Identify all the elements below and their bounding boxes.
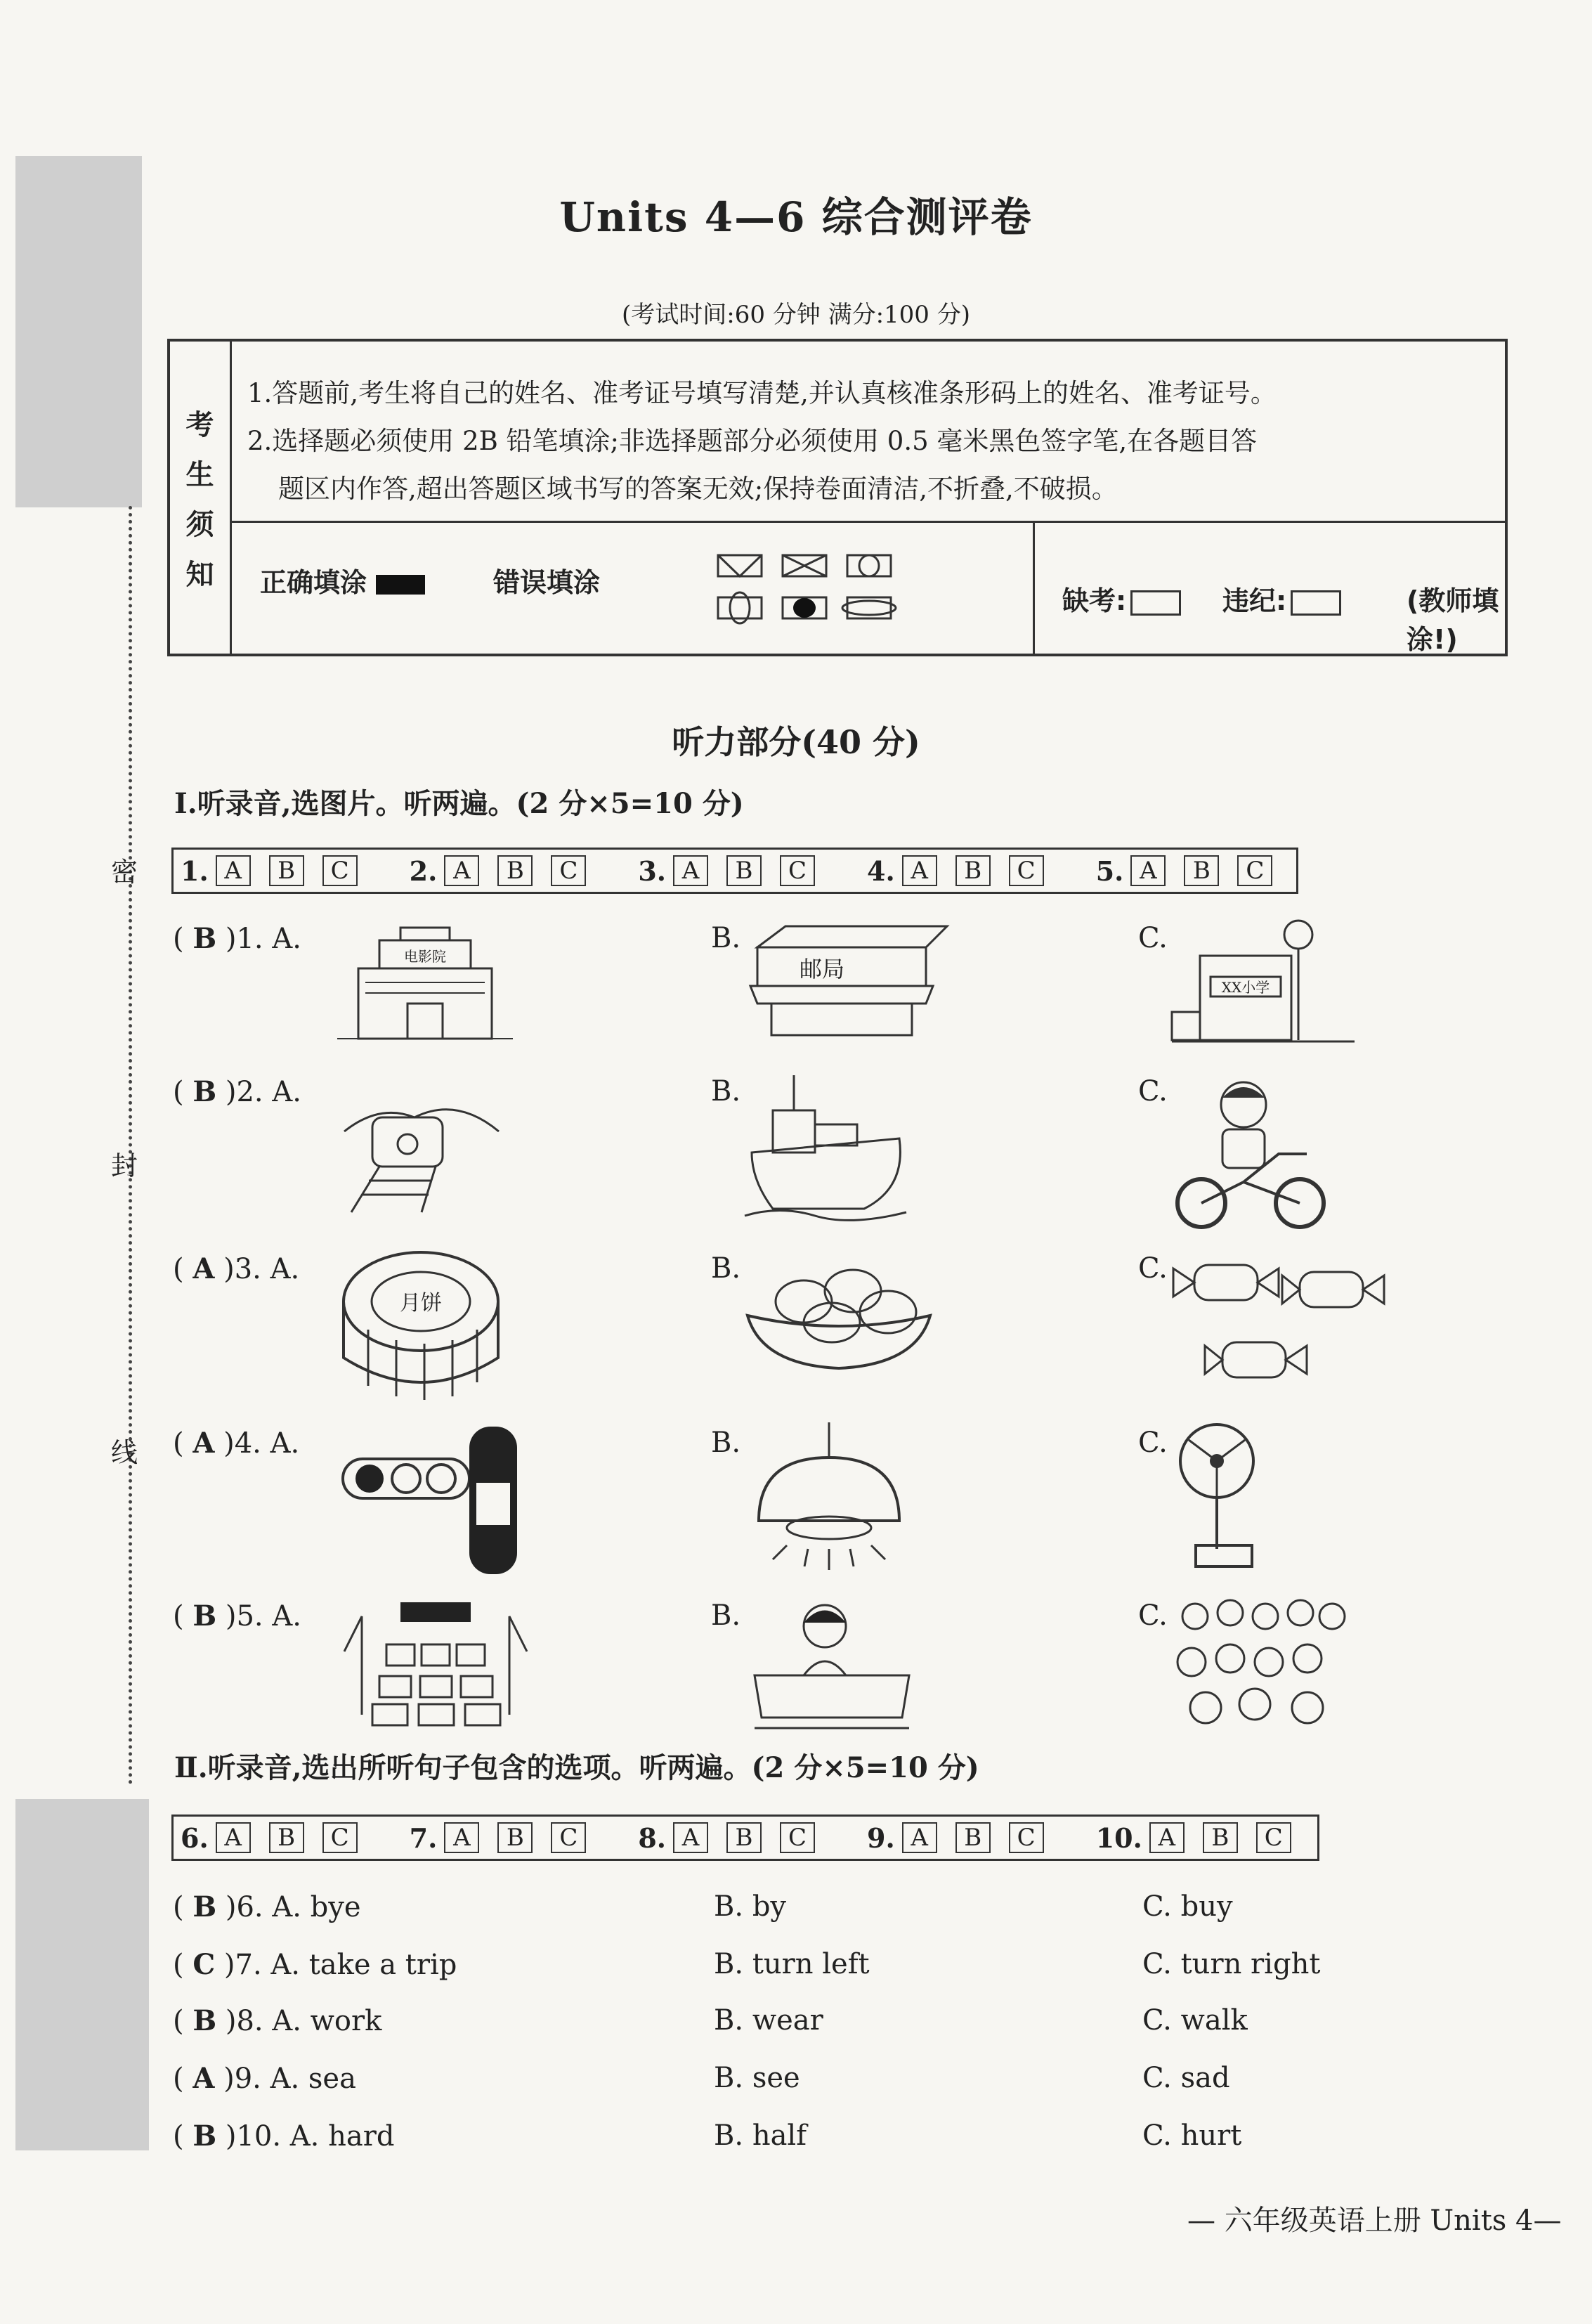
q9-option-b: B. see	[714, 2062, 800, 2094]
q6-option-b: B. by	[714, 1890, 787, 1923]
answer-num: 7.	[409, 1822, 438, 1854]
bubble-c[interactable]: C	[1237, 855, 1272, 886]
absent-checkbox[interactable]	[1130, 590, 1181, 616]
q4-answer: A	[193, 1427, 215, 1460]
bubble-c[interactable]: C	[322, 855, 358, 886]
legend-divider	[1033, 523, 1035, 654]
part2-answer-strip	[171, 1815, 1319, 1861]
school-sign: XX小学	[1221, 979, 1270, 996]
q1-answer: B	[193, 922, 217, 955]
violation-checkbox[interactable]	[1291, 590, 1341, 616]
part1-heading: Ⅰ.听录音,选图片。听两遍。(2 分×5=10 分)	[174, 787, 744, 820]
answer-group	[867, 1822, 1062, 1854]
filled-box-icon	[376, 575, 425, 595]
fill-legend	[232, 521, 1505, 654]
q5-option-c: C.	[1138, 1599, 1168, 1632]
q10-option-b: B. half	[714, 2119, 807, 2152]
lamp-image	[745, 1422, 913, 1570]
q8-option-b: B. wear	[714, 2004, 823, 2037]
q5-answer: B	[193, 1599, 217, 1632]
q2-option-b: B.	[711, 1075, 741, 1108]
q7-option-b: B. turn left	[714, 1948, 870, 1980]
students-image	[1177, 1595, 1346, 1729]
q9-option-c: C. sad	[1142, 2062, 1230, 2094]
notice-side-char: 生	[185, 458, 214, 491]
answer-num: 6.	[181, 1822, 209, 1854]
bubble-b[interactable]: B	[1184, 855, 1219, 886]
q10-num: )10. A. hard	[225, 2120, 395, 2153]
q10-option-c: C. hurt	[1142, 2119, 1242, 2152]
q3-option-c: C.	[1138, 1252, 1168, 1285]
q2-num: )2. A.	[225, 1076, 301, 1108]
answer-group	[181, 855, 376, 887]
q4-option-b: B.	[711, 1427, 741, 1459]
margin-char-mi: 密	[111, 857, 138, 888]
notice-line: 题区内作答,超出答题区域书写的答案无效;保持卷面清洁,不折叠,不破损。	[278, 474, 1118, 504]
absent-text: 缺考:	[1062, 585, 1127, 616]
traffic-light-image	[343, 1427, 518, 1574]
q1-option-c: C.	[1138, 922, 1168, 954]
answer-num: 3.	[638, 855, 667, 887]
q1-num: )1. A.	[225, 923, 301, 955]
bubble-b[interactable]: B	[955, 855, 991, 886]
q3-answer: A	[193, 1252, 215, 1285]
bubble-a[interactable]: A	[902, 855, 937, 886]
notice-line: 1.答题前,考生将自己的姓名、准考证号填写清楚,并认真核准条形码上的姓名、准考证号。	[247, 378, 1277, 408]
dumplings-image	[748, 1259, 930, 1372]
bubble-c[interactable]: C	[322, 1822, 358, 1853]
left-gray-bar-bottom	[15, 1799, 149, 2150]
post-office-sign: 邮局	[800, 956, 845, 982]
q9-label: ( A )9. A. sea	[173, 2062, 356, 2095]
q7-label: ( C )7. A. take a trip	[173, 1948, 457, 1981]
q8-answer: B	[193, 2004, 217, 2037]
bubble-c[interactable]: C	[780, 855, 815, 886]
violation-label	[1222, 579, 1341, 618]
answer-num: 10.	[1095, 1822, 1142, 1854]
bubble-c[interactable]: C	[551, 1822, 586, 1853]
wrong-fill-marks-icon	[717, 551, 899, 628]
q5-option-b: B.	[711, 1599, 741, 1632]
answer-group	[1096, 1822, 1291, 1854]
q5-label: ( B )5. A.	[173, 1599, 301, 1632]
notice-line: 2.选择题必须使用 2B 铅笔填涂;非选择题部分必须使用 0.5 毫米黑色签字笔,在各题目答	[247, 426, 1258, 456]
answer-num: 1.	[181, 855, 209, 887]
candies-image	[1173, 1258, 1384, 1398]
bubble-a[interactable]: A	[673, 855, 708, 886]
answer-num: 8.	[638, 1822, 667, 1854]
q4-num: )4. A.	[223, 1427, 300, 1460]
notice-side-label	[170, 342, 232, 654]
mooncake-image	[340, 1252, 502, 1407]
q7-answer: C	[193, 1948, 216, 1981]
answer-num: 4.	[867, 855, 895, 887]
wrong-fill-text: 错误填涂	[493, 567, 601, 598]
ship-image	[745, 1075, 906, 1223]
answer-group	[867, 855, 1062, 887]
bubble-a[interactable]: A	[444, 855, 479, 886]
q2-label: ( B )2. A.	[173, 1075, 301, 1108]
answer-group	[638, 855, 833, 887]
q9-num: )9. A. sea	[223, 2063, 356, 2095]
part1-answer-strip	[171, 848, 1298, 894]
answer-group	[1096, 855, 1273, 887]
q8-option-c: C. walk	[1142, 2004, 1248, 2037]
q3-option-b: B.	[711, 1252, 741, 1285]
teacher-fill-note: (教师填涂!)	[1407, 585, 1499, 655]
bubble-c[interactable]: C	[780, 1822, 815, 1853]
bubble-b[interactable]: B	[497, 1822, 533, 1853]
answer-group	[410, 1822, 605, 1854]
bubble-b[interactable]: B	[726, 1822, 762, 1853]
cinema-image	[337, 926, 513, 1046]
notice-side-char: 须	[185, 508, 214, 541]
notice-box	[167, 339, 1508, 656]
answer-group	[410, 855, 605, 887]
bubble-b[interactable]: B	[269, 855, 304, 886]
q8-num: )8. A. work	[225, 2005, 382, 2037]
bubble-b[interactable]: B	[955, 1822, 991, 1853]
absent-label	[1062, 579, 1181, 618]
q6-option-c: C. buy	[1142, 1890, 1233, 1923]
q7-num: )7. A. take a trip	[223, 1949, 457, 1981]
bubble-c[interactable]: C	[551, 855, 586, 886]
bubble-b[interactable]: B	[269, 1822, 304, 1853]
bubble-c[interactable]: C	[1009, 1822, 1044, 1853]
page-title: Units 4—6 综合测评卷	[559, 193, 1033, 241]
margin-char-xian: 线	[111, 1437, 138, 1468]
mooncake-text: 月饼	[400, 1291, 442, 1316]
bubble-b[interactable]: B	[1203, 1822, 1238, 1853]
fan-image	[1175, 1422, 1273, 1577]
cinema-sign: 电影院	[404, 948, 446, 965]
q9-answer: A	[193, 2062, 215, 2095]
answer-num: 9.	[867, 1822, 895, 1854]
bubble-a[interactable]: A	[1130, 855, 1166, 886]
bubble-c[interactable]: C	[1009, 855, 1044, 886]
violation-text: 违纪:	[1222, 585, 1287, 616]
post-office-image	[743, 926, 947, 1039]
answer-group	[181, 1822, 376, 1854]
q6-label: ( B )6. A. bye	[173, 1890, 361, 1923]
answer-num: 2.	[409, 855, 438, 887]
q2-answer: B	[193, 1075, 217, 1108]
correct-fill-label	[260, 561, 425, 599]
bubble-a[interactable]: A	[673, 1822, 708, 1853]
q10-answer: B	[193, 2119, 217, 2153]
q1-label: ( B )1. A.	[173, 922, 301, 955]
notice-side-char: 考	[185, 408, 214, 441]
correct-fill-text: 正确填涂	[260, 567, 367, 598]
bubble-c[interactable]: C	[1256, 1822, 1291, 1853]
school-image	[1172, 921, 1355, 1047]
bubble-a[interactable]: A	[444, 1822, 479, 1853]
bubble-a[interactable]: A	[216, 1822, 251, 1853]
q5-num: )5. A.	[225, 1600, 301, 1632]
q3-label: ( A )3. A.	[173, 1252, 300, 1285]
q4-option-c: C.	[1138, 1427, 1168, 1459]
page-footer: — 六年级英语上册 Units 4—	[1187, 2205, 1562, 2237]
answer-group	[638, 1822, 833, 1854]
bike-image	[1173, 1077, 1328, 1231]
q1-option-b: B.	[711, 922, 741, 954]
notice-text	[247, 370, 1491, 513]
classroom-image	[344, 1602, 527, 1729]
q6-num: )6. A. bye	[225, 1891, 361, 1923]
q3-num: )3. A.	[223, 1253, 300, 1285]
q7-option-c: C. turn right	[1142, 1948, 1321, 1980]
bubble-b[interactable]: B	[726, 855, 762, 886]
q10-label: ( B )10. A. hard	[173, 2119, 395, 2153]
q2-option-c: C.	[1138, 1075, 1168, 1108]
margin-char-feng: 封	[111, 1150, 138, 1181]
bubble-a[interactable]: A	[902, 1822, 937, 1853]
bubble-a[interactable]: A	[1149, 1822, 1185, 1853]
train-image	[337, 1089, 499, 1216]
q8-label: ( B )8. A. work	[173, 2004, 382, 2037]
girl-reading-image	[748, 1598, 916, 1732]
listening-heading: 听力部分(40 分)	[672, 723, 920, 761]
bubble-b[interactable]: B	[497, 855, 533, 886]
bubble-a[interactable]: A	[216, 855, 251, 886]
answer-num: 5.	[1095, 855, 1124, 887]
exam-info: (考试时间:60 分钟 满分:100 分)	[621, 301, 971, 329]
q4-label: ( A )4. A.	[173, 1427, 300, 1460]
notice-side-char: 知	[185, 558, 214, 591]
part2-heading: Ⅱ.听录音,选出所听句子包含的选项。听两遍。(2 分×5=10 分)	[174, 1751, 979, 1784]
q6-answer: B	[193, 1890, 217, 1923]
